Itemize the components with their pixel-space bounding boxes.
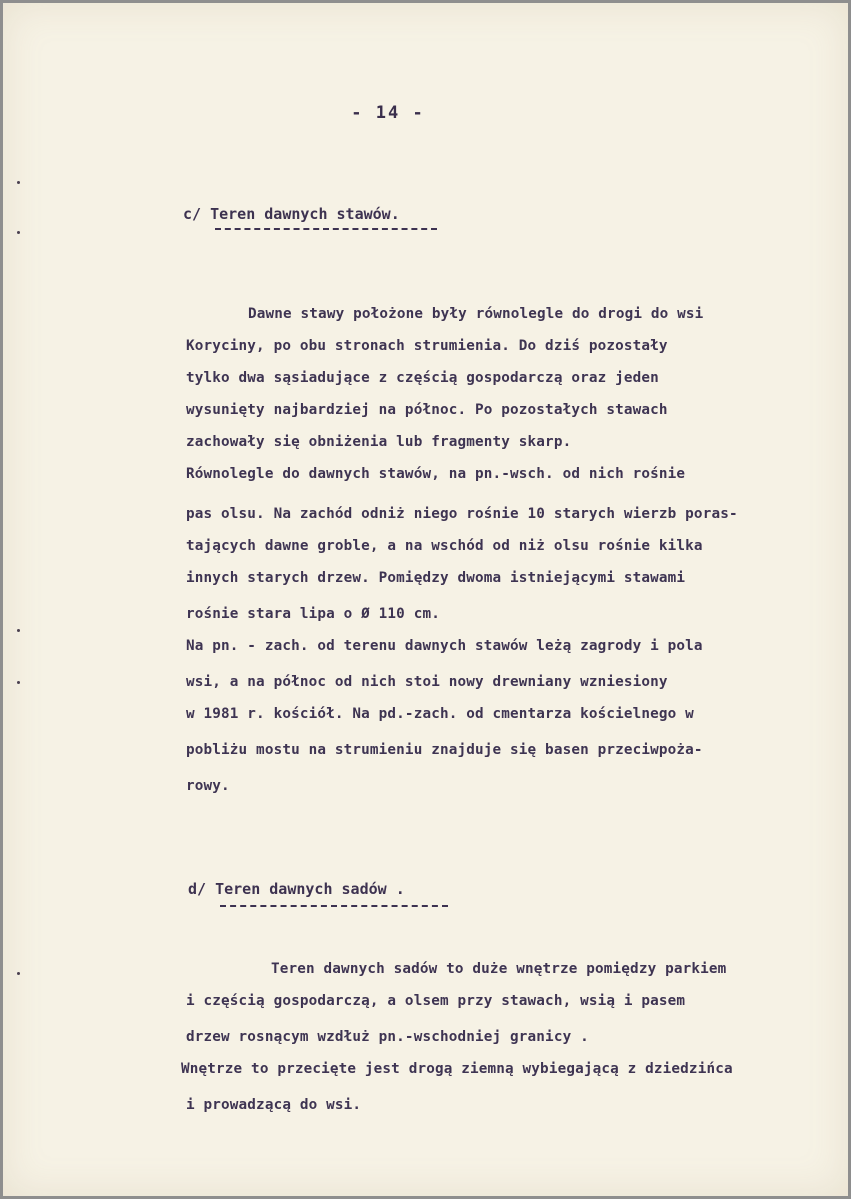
text-line: rowy. [186, 778, 230, 794]
text-line: zachowały się obniżenia lub fragmenty skarp. [186, 434, 572, 450]
text-line: wsi, a na północ od nich stoi nowy drewniany wzniesiony [186, 674, 668, 690]
text-line: tylko dwa sąsiadujące z częścią gospodarczą oraz jeden [186, 370, 659, 386]
text-line: i prowadzącą do wsi. [186, 1097, 362, 1113]
section-c-heading: c/ Teren dawnych stawów. [183, 205, 400, 223]
text-line: Dawne stawy położone były równolegle do drogi do wsi [248, 306, 704, 322]
text-line: Równolegle do dawnych stawów, na pn.-wsch. od nich rośnie [186, 466, 686, 482]
text-line: tających dawne groble, a na wschód od niż olsu rośnie kilka [186, 538, 703, 554]
section-c-heading-underline [215, 228, 437, 230]
text-line: drzew rosnącym wzdłuż pn.-wschodniej granicy . [186, 1029, 589, 1045]
text-line: w 1981 r. kościół. Na pd.-zach. od cmentarza kościelnego w [186, 706, 694, 722]
section-d-heading-underline [220, 905, 448, 907]
text-line: i częścią gospodarczą, a olsem przy stawach, wsią i pasem [186, 993, 686, 1009]
text-line: Koryciny, po obu stronach strumienia. Do dziś pozostały [186, 338, 668, 354]
text-line: pas olsu. Na zachód odniż niego rośnie 10 starych wierzb poras- [186, 506, 738, 522]
margin-mark [17, 629, 20, 632]
margin-mark [17, 681, 20, 684]
section-c-body [186, 306, 846, 846]
text-line: Na pn. - zach. od terenu dawnych stawów leżą zagrody i pola [186, 638, 703, 654]
margin-mark [17, 972, 20, 975]
text-line: Wnętrze to przecięte jest drogą ziemną wybiegającą z dziedzińca [181, 1061, 733, 1077]
text-line: wysunięty najbardziej na północ. Po pozostałych stawach [186, 402, 668, 418]
margin-mark [17, 181, 20, 184]
margin-mark [17, 231, 20, 234]
section-d-heading: d/ Teren dawnych sadów . [188, 880, 405, 898]
document-page [3, 3, 848, 1196]
text-line: rośnie stara lipa o Ø 110 cm. [186, 606, 440, 622]
text-line: innych starych drzew. Pomiędzy dwoma istniejącymi stawami [186, 570, 686, 586]
text-line: Teren dawnych sadów to duże wnętrze pomiędzy parkiem [271, 961, 727, 977]
page-number: - 14 - [351, 103, 425, 123]
section-d-body [181, 961, 841, 1121]
text-line: pobliżu mostu na strumieniu znajduje się basen przeciwpoża- [186, 742, 703, 758]
